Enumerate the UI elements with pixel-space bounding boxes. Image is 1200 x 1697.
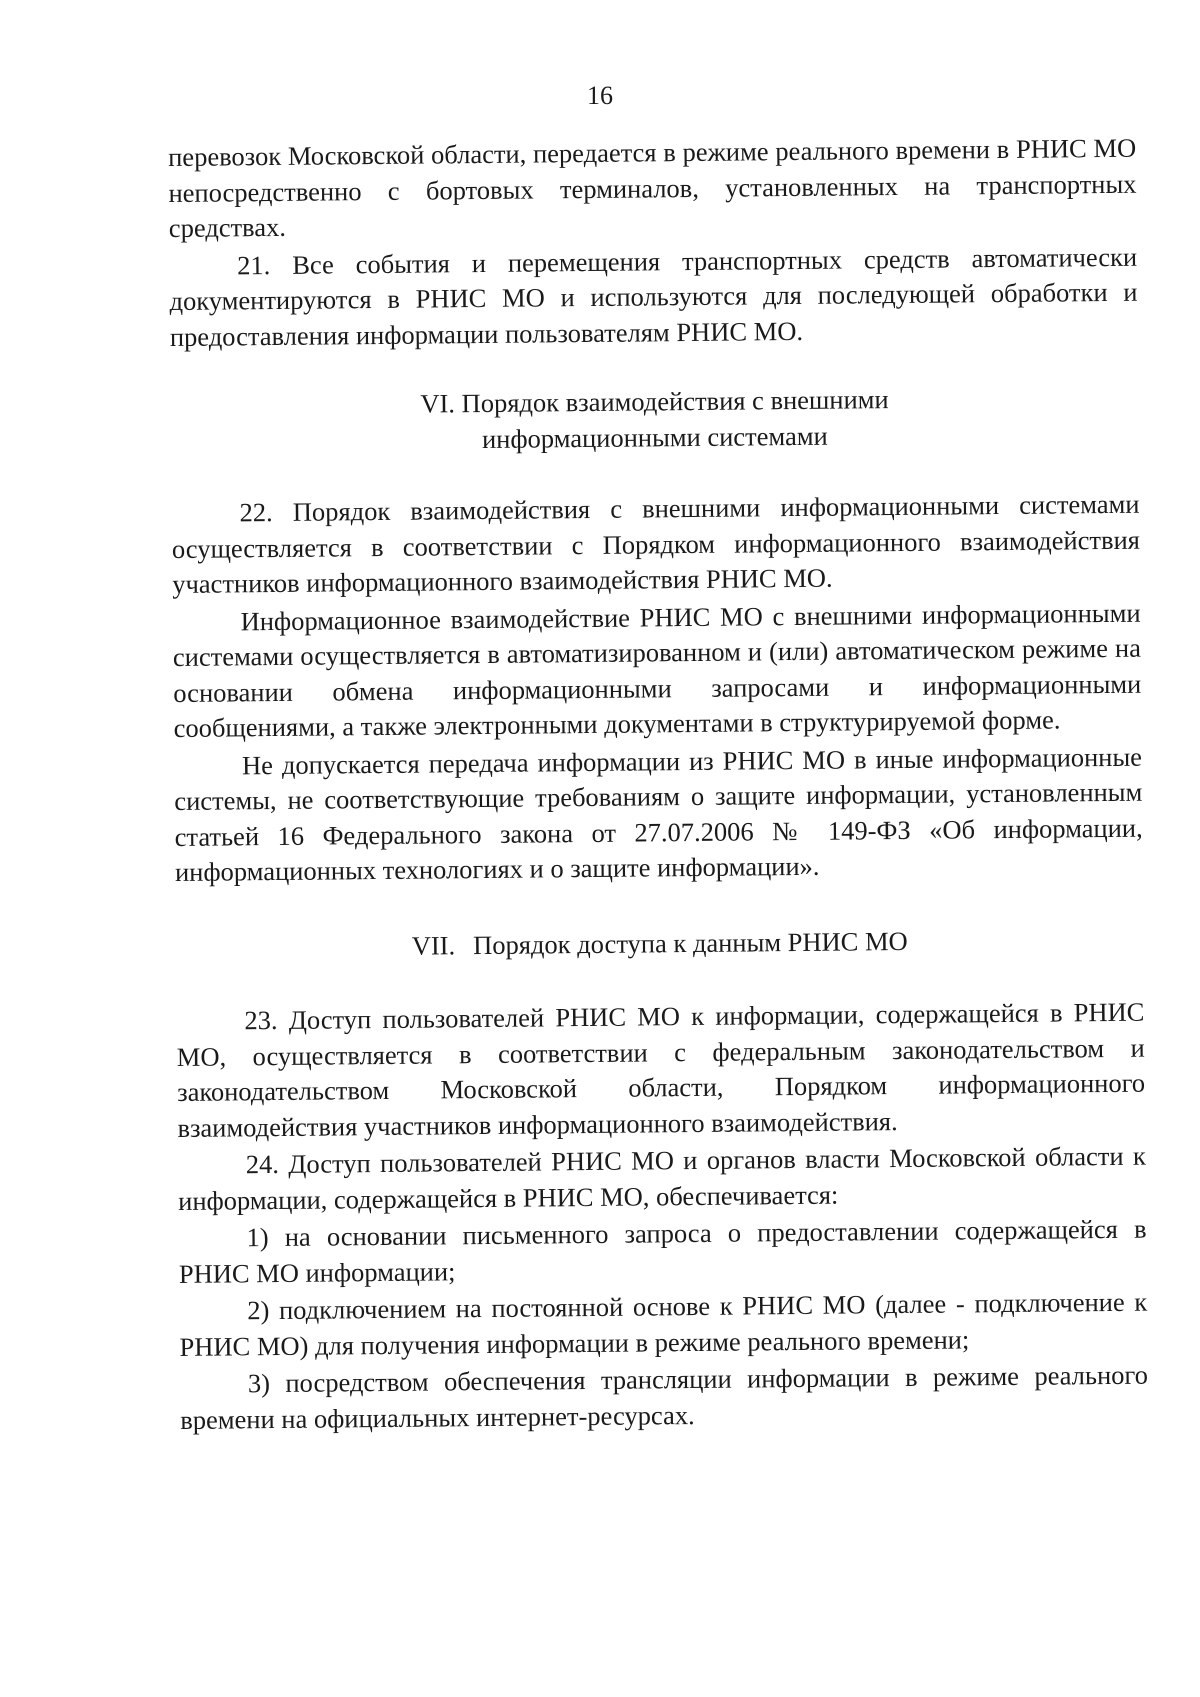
paragraph-22: 22. Порядок взаимодействия с внешними информационными системами осуществляется в соответствии с Порядком информационного взаимодействия участников информационного взаимодействия РНИС МО. [171,488,1141,599]
list-item-3: 3) посредством обеспечения трансляции информации в режиме реального времени на официальных интернет-ресурсах. [180,1359,1149,1435]
paragraph-21: 21. Все события и перемещения транспортных средств автоматически документируются в РНИС МО и используются для последующей обработки и предоставления информации пользователям РНИС МО. [169,241,1138,352]
section-heading-6-line2: информационными системами [481,420,828,454]
section-heading-6-line1: VI. Порядок взаимодействия с внешними [420,384,889,419]
document-body [168,131,1148,1438]
list-item-1: 1) на основании письменного запроса о предоставлении содержащейся в РНИС МО информации; [178,1213,1147,1289]
list-item-2: 2) подключением на постоянной основе к РНИС МО (далее - подключение к РНИС МО) для получения информации в режиме реального времени; [179,1286,1148,1362]
page-number: 16 [587,81,613,110]
section-heading-6 [170,380,1139,460]
paragraph-22-info-exchange: Информационное взаимодействие РНИС МО с внешними информационными системами осуществляется в автоматизированном и (или) автоматическом режиме на основании обмена информационными запросами и информационными сообщениями, а также электронными документами в структурируемой форме. [172,597,1142,743]
section-heading-7-number: VII. [411,929,456,961]
paragraph-24: 24. Доступ пользователей РНИС МО и органов власти Московской области к информации, содержащейся в РНИС МО, обеспечивается: [178,1140,1146,1216]
paragraph-22-restriction: Не допускается передача информации из РНИС МО в иные информационные системы, не соответствующие требованиям о защите информации, установленным статьей 16 Федерального закона от 27.07.2006 № 149-ФЗ «Об информации, информационных технологиях и о защите информации». [174,741,1143,887]
section-heading-7-title: Порядок доступа к данным РНИС МО [472,925,908,960]
paragraph-intro: перевозок Московской области, передается в режиме реального времени в РНИС МО непосредственно с бортовых терминалов, установленных на транспортных средствах. [168,132,1137,243]
section-heading-7 [176,921,1144,966]
paragraph-23: 23. Доступ пользователей РНИС МО к информации, содержащейся в РНИС МО, осуществляется в соответствии с федеральным законодательством и законодательством Московской области, Порядком информационного взаимодействия участников информационного взаимодействия. [176,996,1146,1143]
